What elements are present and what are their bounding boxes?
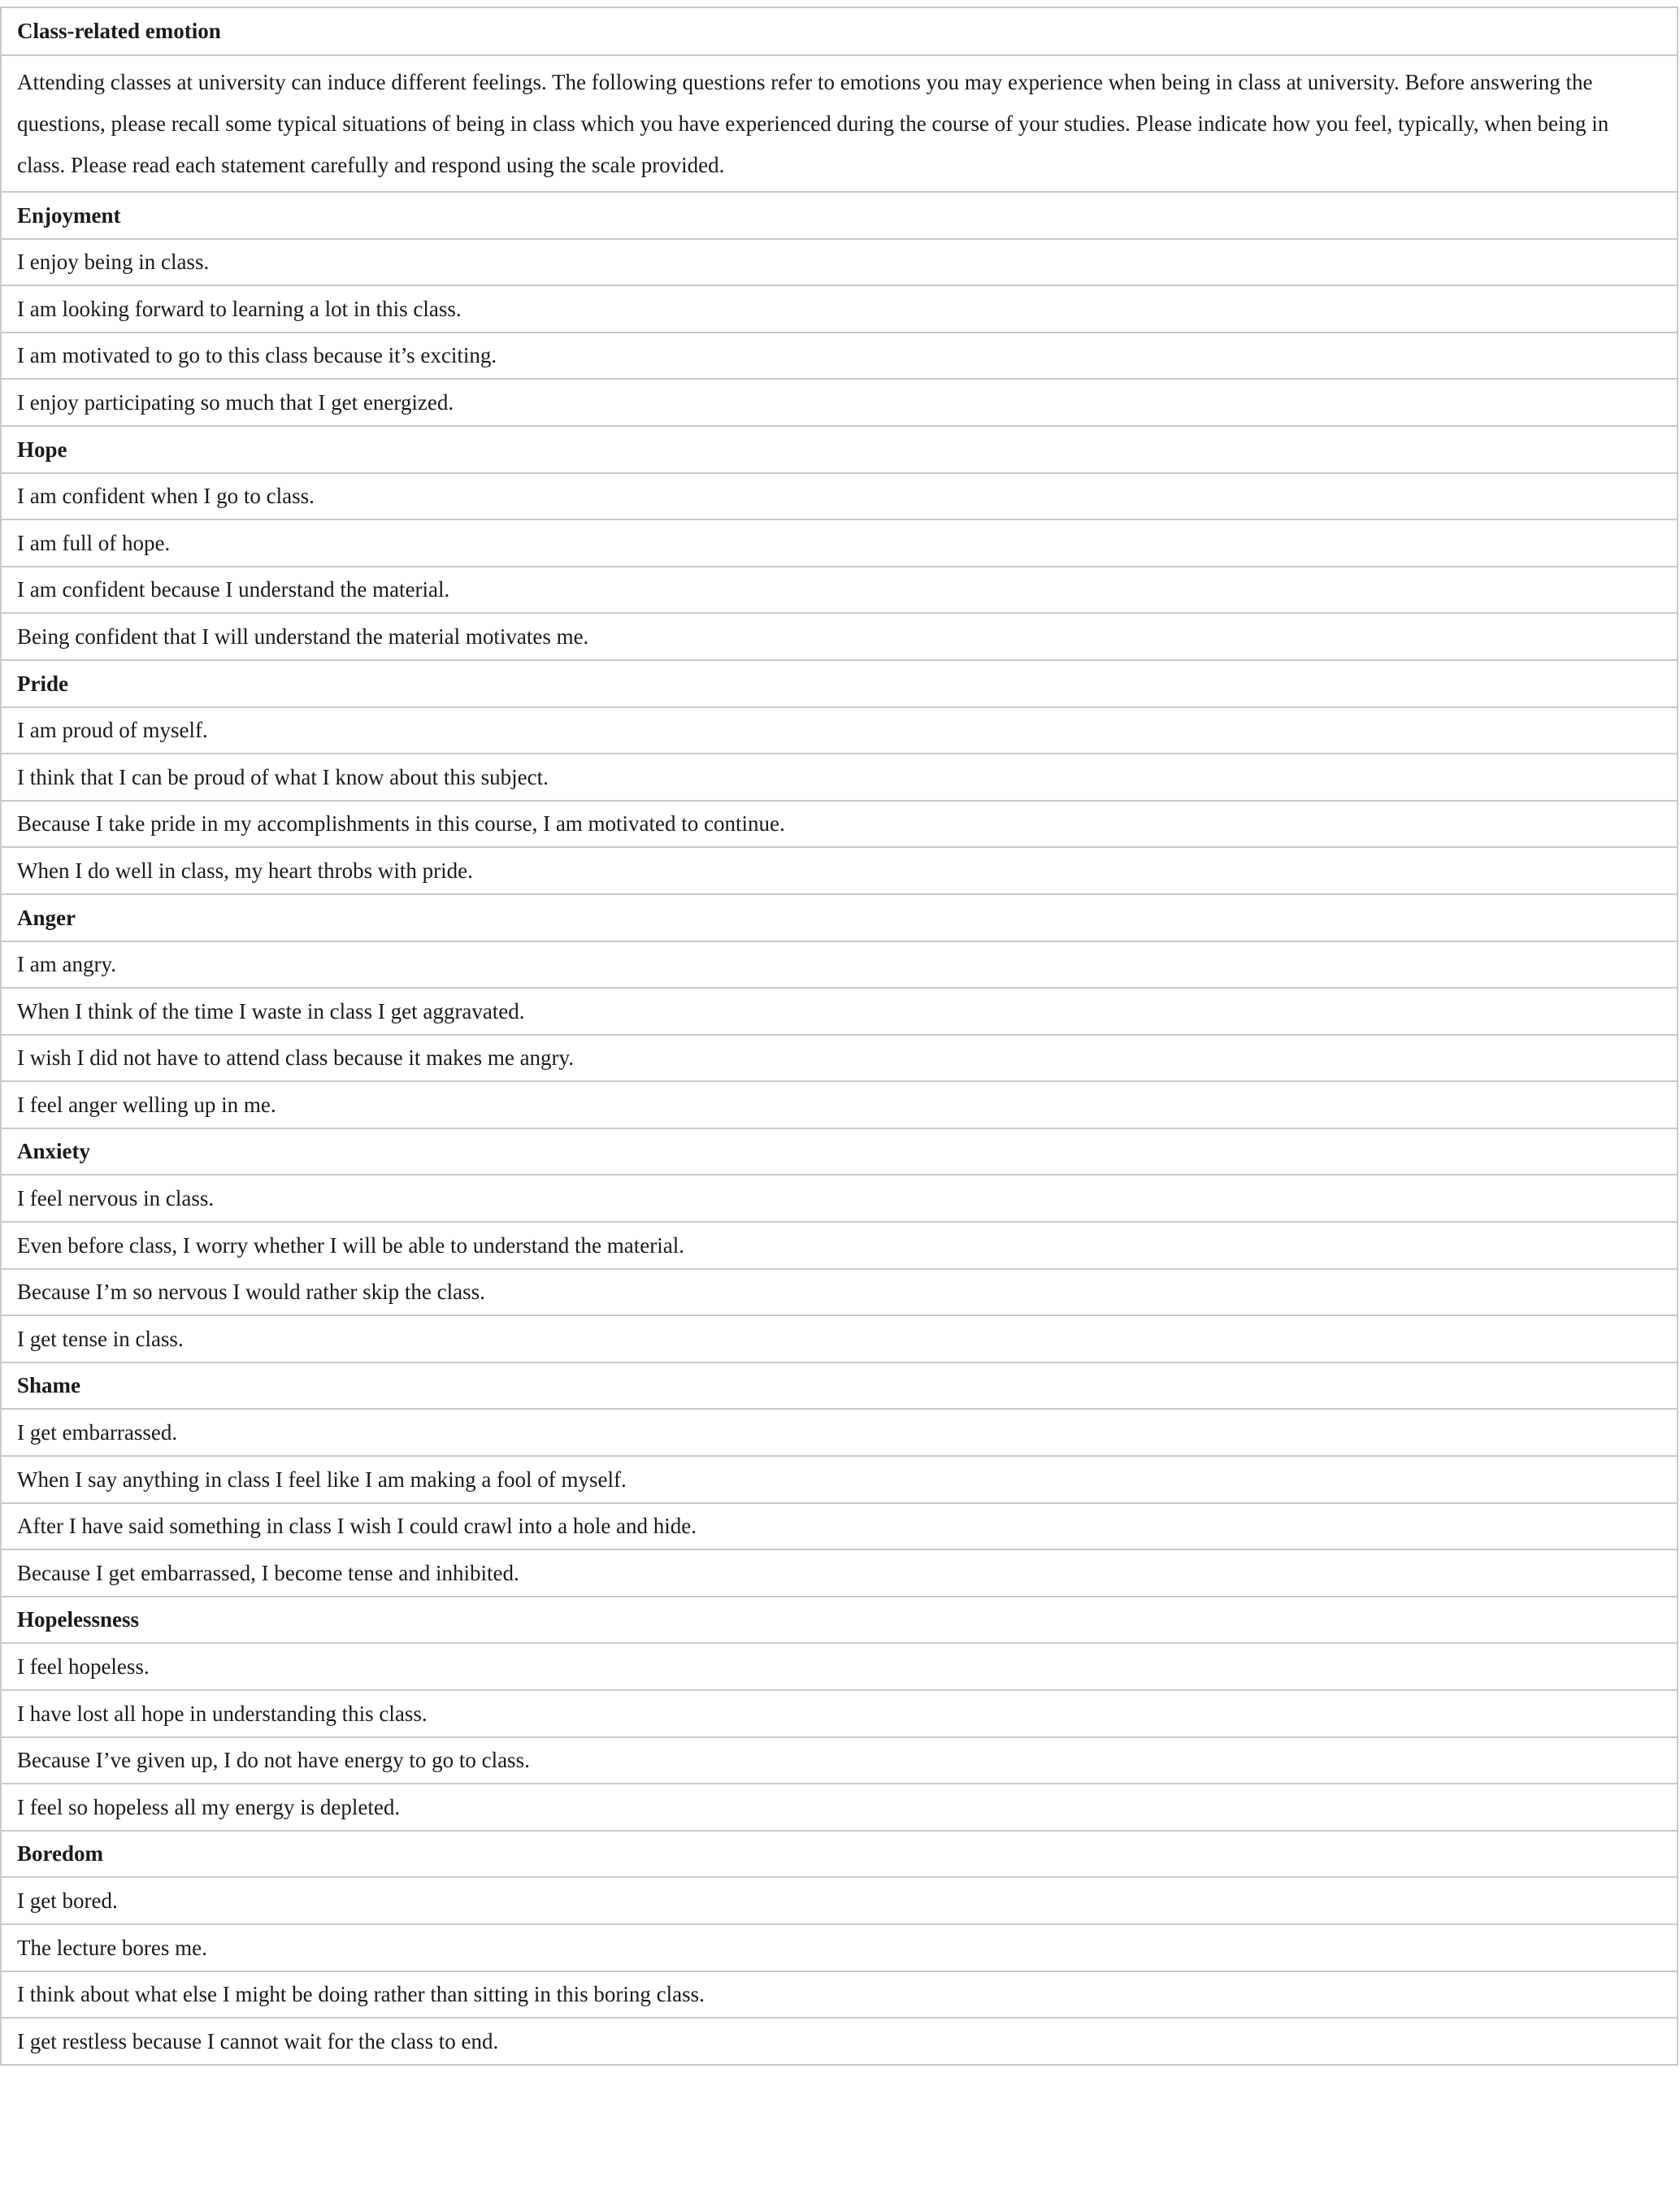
item-statement: When I say anything in class I feel like I am making a fool of myself. [1,1456,1678,1503]
item-statement: After I have said something in class I wish I could crawl into a hole and hide. [1,1503,1678,1550]
questionnaire-table-body [1,7,1678,2065]
section-heading-row [1,1128,1678,1176]
table-row [1,941,1678,989]
questionnaire-table-container [0,7,1678,2066]
item-statement: I am full of hope. [1,519,1678,567]
item-statement: I am proud of myself. [1,707,1678,754]
table-row [1,1315,1678,1362]
item-statement: I am confident when I go to class. [1,473,1678,520]
item-statement: When I think of the time I waste in class I get aggravated. [1,988,1678,1035]
item-statement: When I do well in class, my heart throbs with pride. [1,847,1678,894]
item-statement: I feel anger welling up in me. [1,1081,1678,1128]
table-row [1,1222,1678,1269]
item-statement: The lecture bores me. [1,1924,1678,1971]
item-statement: I enjoy participating so much that I get energized. [1,379,1678,426]
table-row [1,1456,1678,1503]
item-statement: I get restless because I cannot wait for the class to end. [1,2018,1678,2065]
item-statement: I have lost all hope in understanding this class. [1,1690,1678,1737]
item-statement: I wish I did not have to attend class because it makes me angry. [1,1035,1678,1082]
item-statement: Because I get embarrassed, I become tense and inhibited. [1,1549,1678,1597]
item-statement: I am motivated to go to this class because it’s exciting. [1,332,1678,380]
table-row [1,1971,1678,2019]
section-heading: Pride [1,660,1678,707]
section-heading: Anger [1,894,1678,941]
item-statement: I am angry. [1,941,1678,989]
table-row [1,1409,1678,1456]
title-row [1,7,1678,55]
table-row [1,1175,1678,1222]
table-row [1,1924,1678,1971]
item-statement: Because I’m so nervous I would rather skip the class. [1,1269,1678,1316]
item-statement: I think that I can be proud of what I know about this subject. [1,754,1678,801]
item-statement: I feel nervous in class. [1,1175,1678,1222]
table-row [1,1035,1678,1082]
item-statement: I feel hopeless. [1,1643,1678,1690]
table-row [1,801,1678,848]
item-statement: I get tense in class. [1,1315,1678,1362]
item-statement: I feel so hopeless all my energy is depleted. [1,1784,1678,1831]
section-heading-row [1,1597,1678,1644]
table-row [1,332,1678,380]
section-heading: Shame [1,1362,1678,1410]
table-row [1,285,1678,332]
table-row [1,473,1678,520]
table-row [1,988,1678,1035]
table-row [1,754,1678,801]
section-heading-row [1,1362,1678,1410]
table-row [1,1784,1678,1831]
item-statement: I get bored. [1,1877,1678,1924]
table-row [1,847,1678,894]
section-heading-row [1,192,1678,239]
table-row [1,1269,1678,1316]
table-row [1,379,1678,426]
table-row [1,2018,1678,2065]
item-statement: I get embarrassed. [1,1409,1678,1456]
section-heading: Boredom [1,1831,1678,1878]
item-statement: Because I take pride in my accomplishments in this course, I am motivated to continue. [1,801,1678,848]
table-row [1,707,1678,754]
table-row [1,1081,1678,1128]
section-heading-row [1,894,1678,941]
item-statement: I am looking forward to learning a lot in this class. [1,285,1678,332]
instructions-text: Attending classes at university can induce different feelings. The following questions refer to emotions you may experience when being in class at university. Before answering the questions, please recall some typical situations of being in class which you have experienced during the course of your studies. Please indicate how you feel, typically, when being in class. Please read each statement carefully and respond using the scale provided. [1,55,1678,192]
table-row [1,613,1678,660]
section-heading-row [1,1831,1678,1878]
table-row [1,239,1678,286]
table-row [1,1503,1678,1550]
section-heading: Anxiety [1,1128,1678,1176]
item-statement: Because I’ve given up, I do not have energy to go to class. [1,1737,1678,1784]
section-heading: Hope [1,426,1678,473]
section-heading: Hopelessness [1,1597,1678,1644]
item-statement: I think about what else I might be doing rather than sitting in this boring class. [1,1971,1678,2019]
section-heading-row [1,426,1678,473]
intro-row [1,55,1678,192]
item-statement: Being confident that I will understand the material motivates me. [1,613,1678,660]
questionnaire-table [0,7,1678,2066]
table-row [1,1737,1678,1784]
table-row [1,1877,1678,1924]
section-heading-row [1,660,1678,707]
table-row [1,1643,1678,1690]
table-row [1,519,1678,567]
table-row [1,1690,1678,1737]
item-statement: I am confident because I understand the material. [1,567,1678,614]
table-row [1,1549,1678,1597]
table-row [1,567,1678,614]
item-statement: I enjoy being in class. [1,239,1678,286]
table-title: Class-related emotion [1,7,1678,55]
item-statement: Even before class, I worry whether I will be able to understand the material. [1,1222,1678,1269]
section-heading: Enjoyment [1,192,1678,239]
